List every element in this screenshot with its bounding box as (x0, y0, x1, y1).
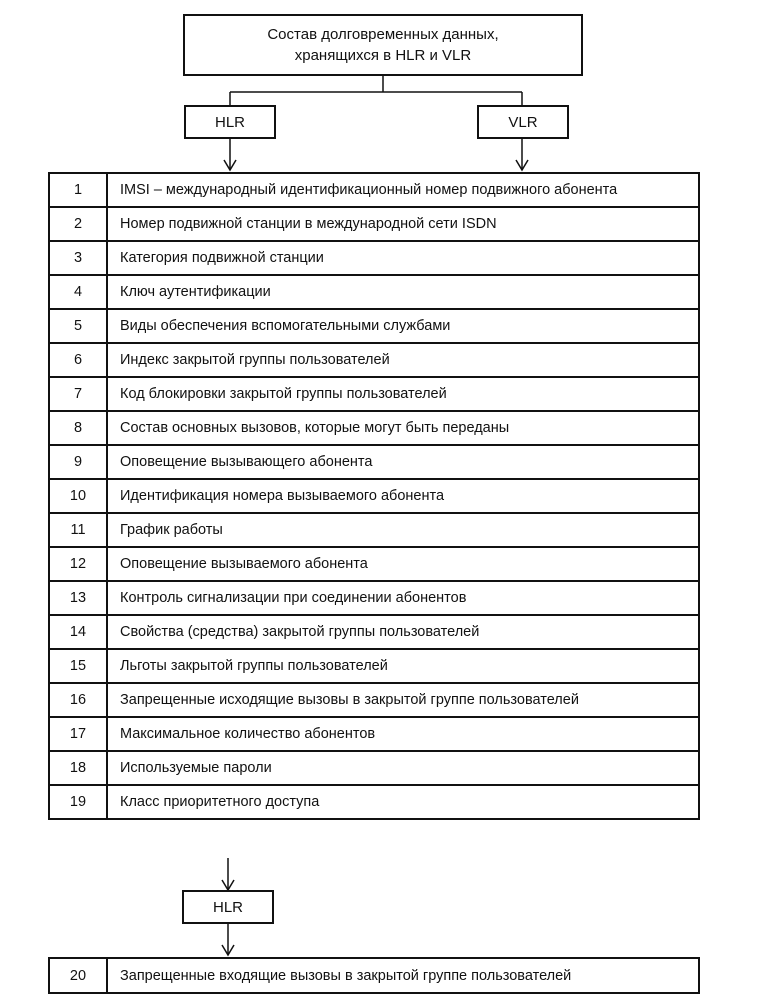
row-text: Запрещенные входящие вызовы в закрытой группе пользователей (107, 958, 699, 993)
table-row (49, 241, 699, 275)
table-row (49, 309, 699, 343)
table-row (49, 377, 699, 411)
row-text: Льготы закрытой группы пользователей (107, 649, 699, 683)
row-number: 18 (49, 751, 107, 785)
row-number: 12 (49, 547, 107, 581)
row-text: Класс приоритетного доступа (107, 785, 699, 819)
table-row (49, 207, 699, 241)
row-number: 20 (49, 958, 107, 993)
title-line-1: Состав долговременных данных, (267, 26, 499, 43)
data-table (48, 172, 700, 820)
row-text: Контроль сигнализации при соединении абонентов (107, 581, 699, 615)
row-text: Индекс закрытой группы пользователей (107, 343, 699, 377)
table-row (49, 343, 699, 377)
row-number: 6 (49, 343, 107, 377)
row-text: Категория подвижной станции (107, 241, 699, 275)
hlr-only-table (48, 957, 700, 994)
table-row (49, 717, 699, 751)
row-text: Номер подвижной станции в международной сети ISDN (107, 207, 699, 241)
table-row (49, 785, 699, 819)
row-number: 19 (49, 785, 107, 819)
table-row (49, 173, 699, 207)
row-number: 9 (49, 445, 107, 479)
table-row (49, 445, 699, 479)
table-row (49, 649, 699, 683)
row-number: 16 (49, 683, 107, 717)
title-box (183, 14, 583, 76)
hlr-bottom-label: HLR (212, 898, 243, 916)
row-text: Оповещение вызывающего абонента (107, 445, 699, 479)
row-text: Оповещение вызываемого абонента (107, 547, 699, 581)
row-text: Виды обеспечения вспомогательными службами (107, 309, 699, 343)
row-text: График работы (107, 513, 699, 547)
row-number: 7 (49, 377, 107, 411)
table-row (49, 683, 699, 717)
vlr-box (477, 105, 569, 139)
row-number: 5 (49, 309, 107, 343)
table-row (49, 547, 699, 581)
table-row (49, 581, 699, 615)
row-text: Состав основных вызовов, которые могут быть переданы (107, 411, 699, 445)
table-row (49, 479, 699, 513)
row-text: Используемые пароли (107, 751, 699, 785)
row-number: 17 (49, 717, 107, 751)
row-number: 10 (49, 479, 107, 513)
hlr-label: HLR (214, 113, 245, 131)
hlr-bottom-box (182, 890, 274, 924)
table-row (49, 958, 699, 993)
row-number: 2 (49, 207, 107, 241)
row-text: Максимальное количество абонентов (107, 717, 699, 751)
row-text: Свойства (средства) закрытой группы пользователей (107, 615, 699, 649)
row-text: Запрещенные исходящие вызовы в закрытой группе пользователей (107, 683, 699, 717)
table-row (49, 513, 699, 547)
row-number: 14 (49, 615, 107, 649)
row-text: Код блокировки закрытой группы пользователей (107, 377, 699, 411)
row-number: 15 (49, 649, 107, 683)
table-row (49, 275, 699, 309)
vlr-label: VLR (508, 113, 538, 131)
row-text: Ключ аутентификации (107, 275, 699, 309)
row-text: IMSI – международный идентификационный номер подвижного абонента (107, 173, 699, 207)
hlr-box (184, 105, 276, 139)
row-number: 13 (49, 581, 107, 615)
title-line-2: хранящихся в HLR и VLR (294, 47, 472, 64)
row-number: 4 (49, 275, 107, 309)
table-row (49, 411, 699, 445)
table-row (49, 751, 699, 785)
row-number: 11 (49, 513, 107, 547)
row-text: Идентификация номера вызываемого абонента (107, 479, 699, 513)
row-number: 1 (49, 173, 107, 207)
row-number: 8 (49, 411, 107, 445)
row-number: 3 (49, 241, 107, 275)
table-row (49, 615, 699, 649)
